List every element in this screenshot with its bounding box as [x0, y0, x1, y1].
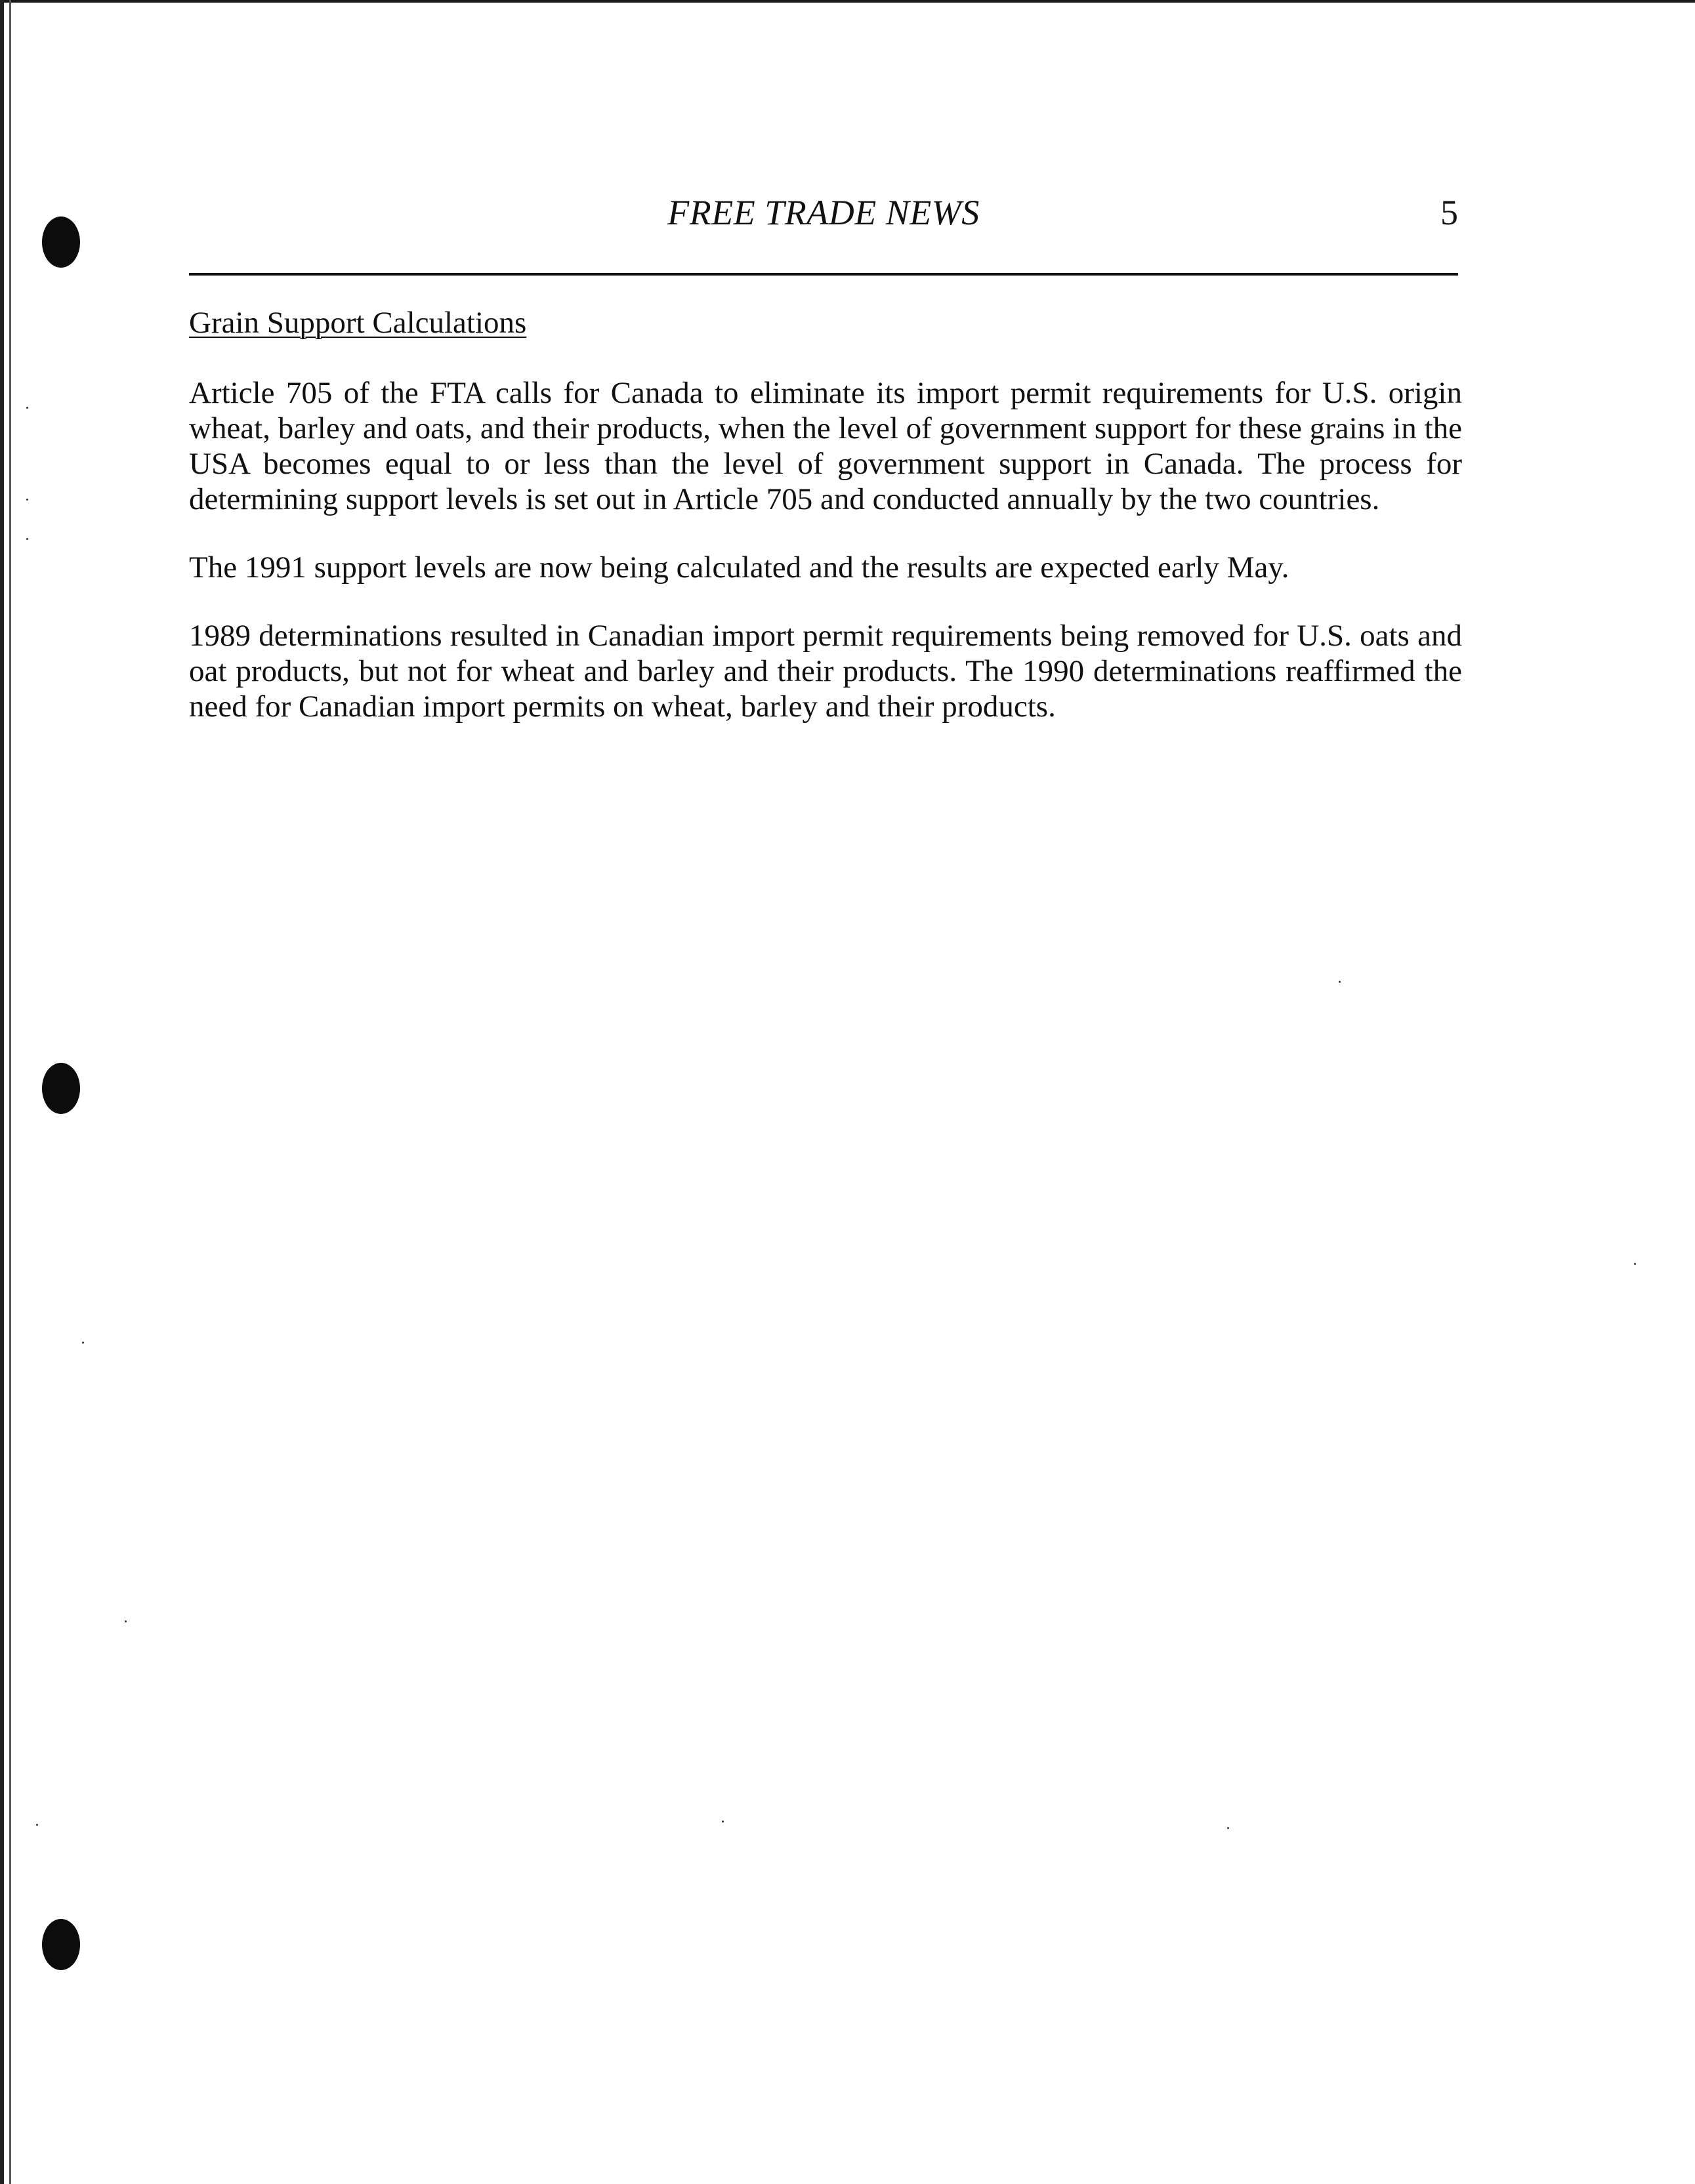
header-rule	[189, 273, 1458, 276]
scan-top-edge	[0, 0, 1695, 3]
scan-speck	[125, 1620, 127, 1622]
scan-speck	[36, 1824, 38, 1826]
page-number: 5	[1440, 193, 1458, 232]
scan-left-edge-line	[9, 0, 11, 2184]
binder-hole-top	[42, 216, 80, 268]
scan-speck	[1227, 1827, 1229, 1829]
scan-left-edge	[0, 0, 4, 2184]
scan-speck	[82, 1342, 84, 1344]
scan-speck	[1634, 1263, 1636, 1265]
scan-speck	[1339, 981, 1341, 983]
running-title: FREE TRADE NEWS	[667, 193, 980, 232]
paragraph-1991-support-levels: The 1991 support levels are now being calculated and the results are expected early May.	[189, 550, 1289, 585]
binder-hole-middle	[42, 1063, 80, 1114]
paragraph-article-705: Article 705 of the FTA calls for Canada to eliminate its import permit requirements for U.S. origin wheat, barley and oats, and their products, when the level of government support for these grains in the USA becomes equal to or less than the level of government support in Canada. The process for determining support levels is set out in Article 705 and conducted annually by the two countries.	[189, 376, 1462, 516]
page-header	[189, 189, 1458, 236]
scan-speck	[26, 407, 28, 409]
paragraph-1989-determinations: 1989 determinations resulted in Canadian import permit requirements being removed for U.S. oats and oat products, but not for wheat and barley and their products. The 1990 determinations reaffirmed the need for Canadian import permits on wheat, barley and their products.	[189, 619, 1462, 724]
scan-speck	[26, 499, 28, 501]
scan-speck	[722, 1821, 724, 1823]
binder-hole-bottom	[42, 1919, 80, 1970]
article-body	[189, 302, 1462, 757]
scan-speck	[26, 538, 28, 540]
section-heading: Grain Support Calculations	[189, 306, 527, 340]
